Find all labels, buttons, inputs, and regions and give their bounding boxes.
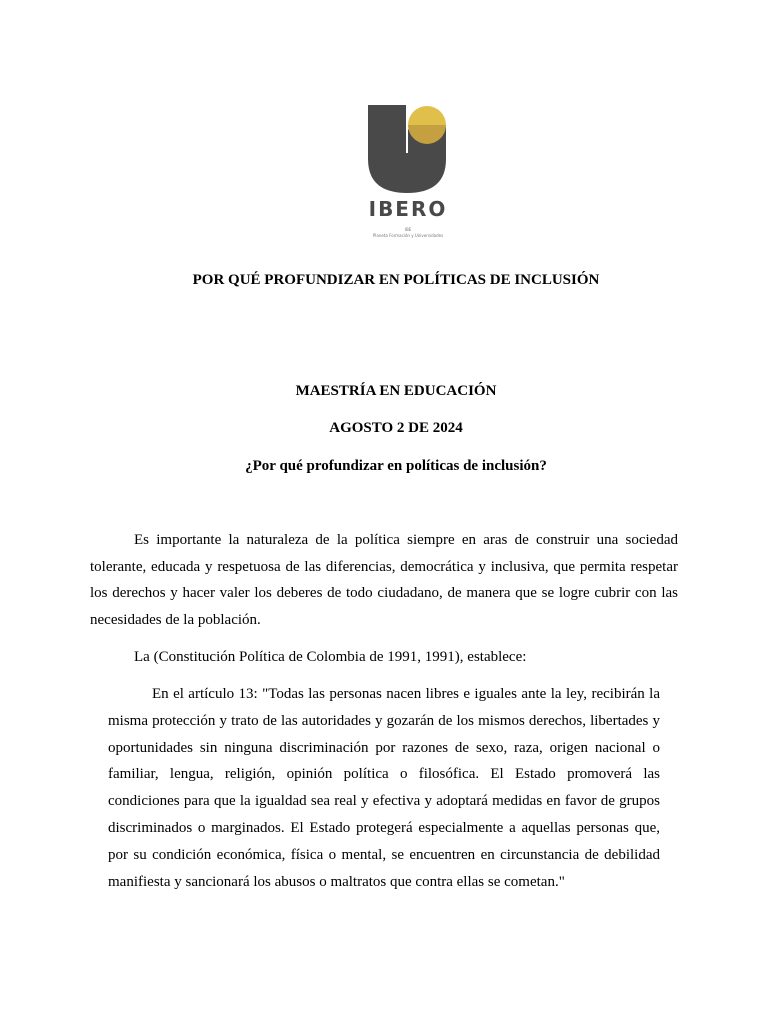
logo-tagline-line2: Planeta Formación y Universidades xyxy=(372,233,444,238)
ibero-shield-icon xyxy=(364,101,452,197)
logo-wordmark: IBERO xyxy=(368,197,448,221)
document-title: POR QUÉ PROFUNDIZAR EN POLÍTICAS DE INCLUSIÓN xyxy=(192,272,600,288)
document-date: AGOSTO 2 DE 2024 xyxy=(329,420,463,436)
body-paragraph: Es importante la naturaleza de la política siempre en aras de construir una sociedad tolerante, educada y respetuosa de las diferencias, democrática y inclusiva, que permita respetar los derechos y hacer valer los deberes de todo ciudadano, de manera que se logre cubrir con las necesidades de la población. xyxy=(90,532,678,628)
block-quote: En el artículo 13: "Todas las personas nacen libres e iguales ante la ley, recibirán la misma protección y trato de las autoridades y gozarán de los mismos derechos, libertades y oportunidades sin ninguna discriminación por razones de sexo, raza, origen nacional o familiar, lengua, religión, opinión política o filosófica. El Estado promoverá las condiciones para que la igualdad sea real y efectiva y adoptará medidas en favor de grupos discriminados o marginados. El Estado protegerá especialmente a aquellas personas que, por su condición económica, física o mental, se encuentren en circunstancia de debilidad manifiesta y sancionará los abusos o maltratos que contra ellas se cometan." xyxy=(108,686,660,890)
essay-question: ¿Por qué profundizar en políticas de inclusión? xyxy=(245,458,547,474)
program-name: MAESTRÍA EN EDUCACIÓN xyxy=(295,383,497,399)
ibero-logo xyxy=(364,101,452,243)
logo-tagline-line1: IBE xyxy=(404,227,412,232)
body-paragraph: La (Constitución Política de Colombia de 1991, 1991), establece: xyxy=(134,649,527,665)
